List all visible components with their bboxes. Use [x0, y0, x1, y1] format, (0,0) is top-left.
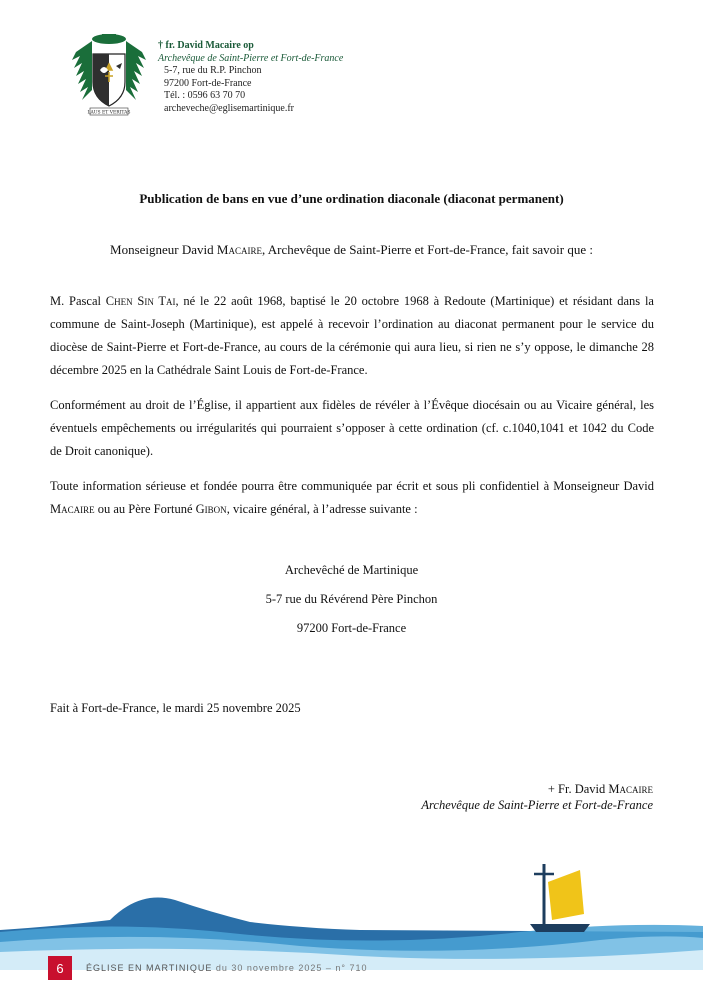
sender-phone: Tél. : 0596 63 70 70: [164, 90, 246, 101]
sender-address-line1: 5-7, rue du R.P. Pinchon: [164, 65, 262, 76]
page-footer: [48, 956, 368, 980]
surname: Macaire: [216, 242, 262, 257]
letterhead: [158, 40, 343, 115]
document-title: Publication de bans en vue d’une ordination diaconale (diaconat permanent): [139, 191, 564, 206]
paragraph-candidate: M. Pascal Chen Sin Tai, né le 22 août 1968, baptisé le 20 octobre 1968 à Redoute (Martinique) et résidant dans la commune de Saint-Joseph (Martinique), est appelé à recevoir l’ordination au diaconat permanent pour le service du diocèse de Saint-Pierre et Fort-de-France, au cours de la cérémonie qui aura lieu, si rien ne s’y oppose, le dimanche 28 décembre 2025 en la Cathédrale Saint Louis de Fort-de-France.: [50, 294, 654, 377]
footer-sea-illustration: [0, 860, 703, 970]
crest-motto: LAUS ET VERITAS: [87, 110, 131, 116]
signature-name: + Fr. David Macaire: [547, 782, 653, 796]
page-number: 6: [48, 956, 72, 980]
publication-info: ÉGLISE EN MARTINIQUE du 30 novembre 2025 – n° 710: [86, 963, 368, 973]
paragraph-canon-law: Conformément au droit de l’Église, il appartient aux fidèles de révéler à l’Évêque diocésain ou au Vicaire général, les éventuels empêchements ou irrégularités qui pourraient s’opposer à cette ordination (cf. c.1040,1041 et 1042 du Code de Droit canonique).: [50, 398, 654, 458]
paragraph-contact: Toute information sérieuse et fondée pourra être communiquée par écrit et sous pli confidentiel à Monseigneur David Macaire ou au Père Fortuné Gibon, vicaire général, à l’adresse suivante :: [50, 479, 654, 516]
address-line3: 97200 Fort-de-France: [296, 621, 407, 635]
boat-icon: [530, 864, 590, 932]
address-line1: Archevêché de Martinique: [284, 563, 419, 577]
intro-line: Monseigneur David Macaire, Archevêque de Saint-Pierre et Fort-de-France, fait savoir que :: [110, 242, 593, 257]
signature-block: [421, 781, 653, 813]
surname: Gibon: [195, 502, 227, 516]
sender-name: † fr. David Macaire op: [158, 40, 254, 51]
address-line2: 5-7 rue du Révérend Père Pinchon: [265, 592, 438, 606]
sender-title: Archevêque de Saint-Pierre et Fort-de-France: [158, 52, 344, 64]
candidate-surname: Chen Sin Tai: [105, 294, 176, 308]
surname: Macaire: [50, 502, 95, 516]
sender-email[interactable]: archeveche@eglisemartinique.fr: [164, 102, 294, 114]
signature-role: Archevêque de Saint-Pierre et Fort-de-France: [421, 798, 653, 812]
archbishop-coat-of-arms: [64, 30, 154, 122]
sender-address-line2: 97200 Fort-de-France: [164, 77, 252, 89]
place-date: Fait à Fort-de-France, le mardi 25 novembre 2025: [50, 701, 301, 715]
